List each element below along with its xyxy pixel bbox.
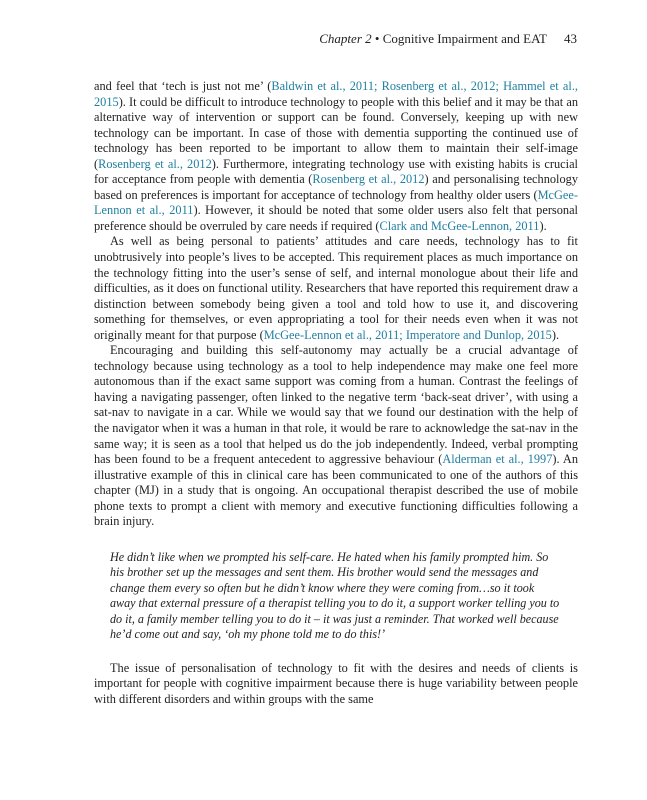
citation-link[interactable]: McGee-Lennon et al., 2011; Imperatore and Dunlop, 2015 [263, 327, 552, 342]
text-run: ) and personalising technology based on preferences is important for acceptance of technology from healthy older users ( [94, 172, 578, 202]
paragraph-4 [94, 661, 578, 708]
text-run: Encouraging and building this self-autonomy may actually be a crucial advantage of technology because using technology as a tool to help independence may make one feel more autonomous than if the exact same support was coming from a human. Contrast the feelings of having a navigating passenger, often linked to the negative term ‘back-seat driver’, with using a sat-nav to navigate in a car. While we would say that we found our destination with the help of the navigator when it was a human in that role, it would be rare to acknowledge the sat-nav in the same way; it is seen as a tool that helped us do the job independently. Indeed, verbal prompting has been found to be a frequent antecedent to aggressive behaviour ( [94, 343, 578, 467]
page-number: 43 [564, 31, 577, 46]
text-run: The issue of personalisation of technology to fit with the desires and needs of clients is important for people with cognitive impairment because there is huge variability between people with different disorders and within groups with the same [94, 660, 578, 706]
chapter-label: Chapter 2 [319, 31, 372, 46]
paragraph-2 [94, 234, 578, 343]
paragraph-1 [94, 79, 578, 234]
text-run: ). [551, 327, 560, 342]
chapter-title: Cognitive Impairment and EAT [382, 31, 547, 46]
block-quote: He didn’t like when we prompted his self-care. He hated when his family prompted him. So his brother set up the messages and sent them. His brother would send the messages and change them every so often but he didn’t know where they were coming from…so it took away that external pressure of a therapist telling you to do it, a support worker telling you to do it, a family member telling you to do it – it was just a reminder. That worked well because he’d come out and say, ‘oh my phone told me to do this!’ [110, 549, 560, 642]
citation-link[interactable]: Clark and McGee-Lennon, 2011 [379, 218, 540, 233]
citation-link[interactable]: McGee-Lennon et al., 2011 [94, 187, 578, 218]
text-run: ). However, it should be noted that some older users also felt that personal preference should be overruled by care needs if required ( [94, 203, 578, 233]
text-run: ). It could be difficult to introduce technology to people with this belief and it may be that an alternative way of intervention or support can be found. Conversely, keeping up with new technology can be important. In case of those with dementia supporting the continued use of technology has been reported to be important to allow them to maintain their self-image ( [94, 94, 578, 171]
text-run: ). [539, 218, 547, 233]
citation-link[interactable]: Alderman et al., 1997 [442, 452, 553, 467]
paragraph-3 [94, 343, 578, 530]
text-run: ). Furthermore, integrating technology use with existing habits is crucial for acceptance from people with dementia ( [94, 156, 578, 187]
running-header [319, 31, 577, 47]
citation-link[interactable]: Baldwin et al., 2011; Rosenberg et al., 2012; Hammel et al., 2015 [94, 79, 578, 109]
text-run: and feel that ‘tech is just not me’ ( [94, 79, 272, 93]
text-run: ). An illustrative example of this in clinical care has been communicated to one of the authors of this chapter (MJ) in a study that is ongoing. An occupational therapist described the use of mobile phone texts to prompt a client with memory and executive functioning difficulties following a brain injury. [94, 452, 579, 529]
text-run: As well as being personal to patients’ attitudes and care needs, technology has to fit unobtrusively into people’s lives to be accepted. This requirement places as much importance on the technology fitting into the user’s sense of self, and internal monologue about their life and difficulties, as it does on functional utility. Researchers that have reported this requirement draw a distinction between somebody being given a tool and told how to use it, and discovering something for themselves, or even appropriating a tool for their needs even when it was not originally meant for that purpose ( [94, 234, 578, 342]
citation-link[interactable]: Rosenberg et al., 2012 [98, 156, 212, 171]
header-bullet: • [374, 31, 380, 46]
citation-link[interactable]: Rosenberg et al., 2012 [312, 172, 425, 187]
body-text [94, 79, 578, 708]
